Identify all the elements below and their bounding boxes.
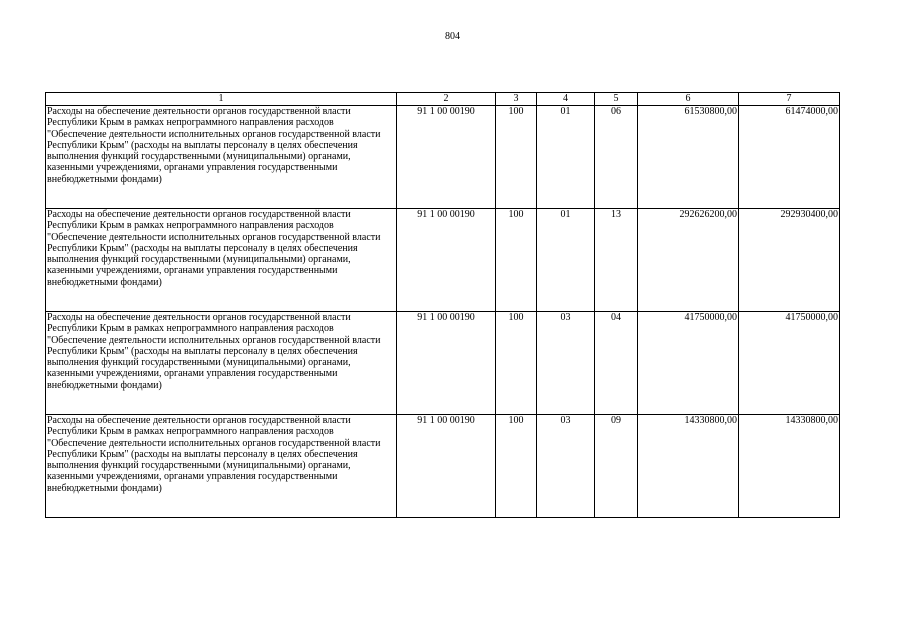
row-amount-year2: 14330800,00 xyxy=(739,415,840,518)
row-description: Расходы на обеспечение деятельности органов государственной власти Республики Крым в рамках непрограммного направления расходов "Обеспечение деятельности исполнительных органов государственной власти Республики Крым" (расходы на выплаты персоналу в целях обеспечения выполнения функций государственными (муниципальными) органами, казенными учреждениями, органами управления государственными внебюджетными фондами) xyxy=(46,106,397,209)
row-section: 03 xyxy=(537,415,595,518)
row-target-code: 91 1 00 00190 xyxy=(397,106,496,209)
page-number: 804 xyxy=(445,31,460,42)
row-subsection: 04 xyxy=(595,312,638,415)
row-expense-type: 100 xyxy=(496,415,537,518)
row-subsection: 13 xyxy=(595,209,638,312)
row-section: 01 xyxy=(537,209,595,312)
row-amount-year2: 41750000,00 xyxy=(739,312,840,415)
row-description: Расходы на обеспечение деятельности органов государственной власти Республики Крым в рамках непрограммного направления расходов "Обеспечение деятельности исполнительных органов государственной власти Республики Крым" (расходы на выплаты персоналу в целях обеспечения выполнения функций государственными (муниципальными) органами, казенными учреждениями, органами управления государственными внебюджетными фондами) xyxy=(46,312,397,415)
row-expense-type: 100 xyxy=(496,106,537,209)
header-col-1: 1 xyxy=(46,93,397,106)
budget-table xyxy=(45,92,840,518)
header-row xyxy=(46,93,840,106)
header-col-4: 4 xyxy=(537,93,595,106)
row-section: 01 xyxy=(537,106,595,209)
table-row xyxy=(46,415,840,518)
row-description: Расходы на обеспечение деятельности органов государственной власти Республики Крым в рамках непрограммного направления расходов "Обеспечение деятельности исполнительных органов государственной власти Республики Крым" (расходы на выплаты персоналу в целях обеспечения выполнения функций государственными (муниципальными) органами, казенными учреждениями, органами управления государственными внебюджетными фондами) xyxy=(46,209,397,312)
table-row xyxy=(46,106,840,209)
row-expense-type: 100 xyxy=(496,209,537,312)
row-amount-year1: 14330800,00 xyxy=(638,415,739,518)
row-target-code: 91 1 00 00190 xyxy=(397,209,496,312)
row-amount-year1: 292626200,00 xyxy=(638,209,739,312)
header-col-2: 2 xyxy=(397,93,496,106)
table-row xyxy=(46,312,840,415)
row-subsection: 06 xyxy=(595,106,638,209)
header-col-5: 5 xyxy=(595,93,638,106)
header-col-7: 7 xyxy=(739,93,840,106)
row-amount-year1: 61530800,00 xyxy=(638,106,739,209)
row-subsection: 09 xyxy=(595,415,638,518)
header-col-3: 3 xyxy=(496,93,537,106)
row-section: 03 xyxy=(537,312,595,415)
row-target-code: 91 1 00 00190 xyxy=(397,415,496,518)
row-target-code: 91 1 00 00190 xyxy=(397,312,496,415)
row-description: Расходы на обеспечение деятельности органов государственной власти Республики Крым в рамках непрограммного направления расходов "Обеспечение деятельности исполнительных органов государственной власти Республики Крым" (расходы на выплаты персоналу в целях обеспечения выполнения функций государственными (муниципальными) органами, казенными учреждениями, органами управления государственными внебюджетными фондами) xyxy=(46,415,397,518)
table-row xyxy=(46,209,840,312)
row-expense-type: 100 xyxy=(496,312,537,415)
row-amount-year1: 41750000,00 xyxy=(638,312,739,415)
row-amount-year2: 61474000,00 xyxy=(739,106,840,209)
row-amount-year2: 292930400,00 xyxy=(739,209,840,312)
header-col-6: 6 xyxy=(638,93,739,106)
